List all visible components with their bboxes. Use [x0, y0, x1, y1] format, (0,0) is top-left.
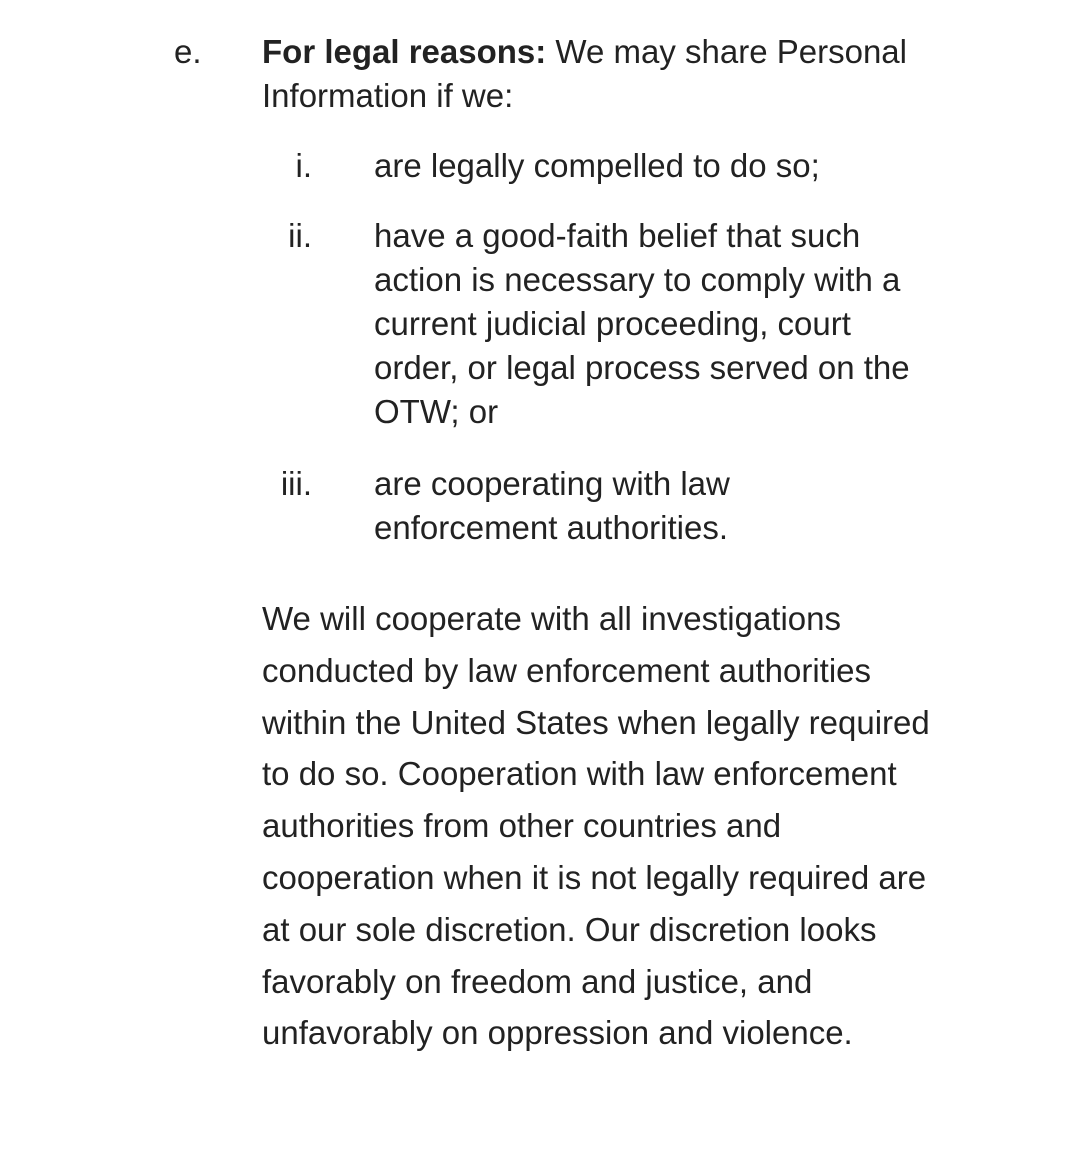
- section-intro: [262, 30, 942, 118]
- list-item-text: have a good-faith belief that such action is necessary to comply with a current judicial proceeding, court order, or legal process served on the OTW; or: [374, 217, 910, 430]
- list-item-marker: iii.: [280, 465, 312, 502]
- list-item-marker: i.: [295, 147, 312, 184]
- section-heading: For legal reasons:: [262, 33, 547, 70]
- section-intro-text: We may share Personal Information if we:: [262, 33, 907, 114]
- list-item-text: are cooperating with law enforcement authorities.: [374, 465, 730, 546]
- list-item-marker: ii.: [288, 217, 312, 254]
- section-marker: e.: [174, 33, 202, 70]
- cooperation-paragraph: We will cooperate with all investigations conducted by law enforcement authorities within the United States when legally required to do so. Cooperation with law enforcement authorities from other countries and cooperation when it is not legally required are at our sole discretion. Our discretion looks favorably on freedom and justice, and unfavorably on oppression and violence.: [262, 600, 930, 1052]
- list-item-text: are legally compelled to do so;: [374, 147, 820, 184]
